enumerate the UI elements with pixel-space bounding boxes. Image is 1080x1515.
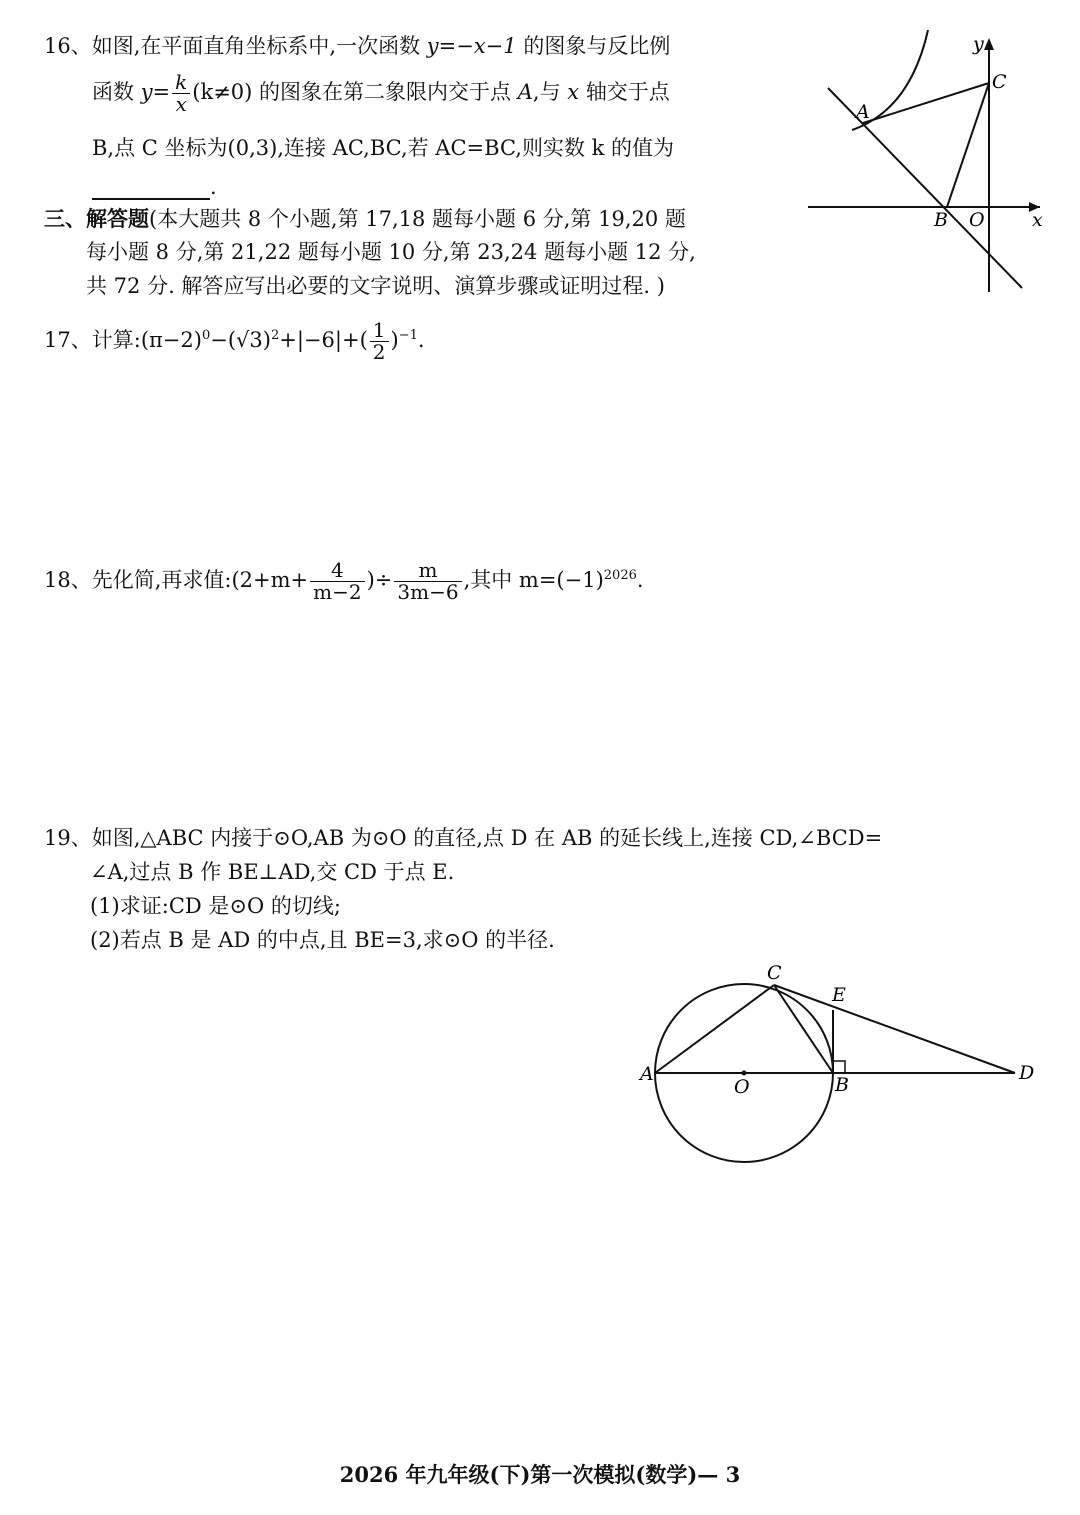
q18-frac2-den: 3m−6 xyxy=(397,580,459,604)
q16-label-x: x xyxy=(1032,209,1043,231)
q16-y-arrow-icon xyxy=(984,38,994,50)
q16-text-2b: 的图象在第二象限内交于点 xyxy=(259,80,512,104)
section3-line2: 每小题 8 分,第 21,22 题每小题 10 分,第 23,24 题每小题 12 分, xyxy=(86,240,696,264)
q16-line2 xyxy=(92,72,670,115)
q16-linear-function: y=−x−1 xyxy=(426,34,517,58)
section3-line3: 共 72 分. 解答应写出必要的文字说明、演算步骤或证明过程. ) xyxy=(86,274,665,298)
q16-line3: B,点 C 坐标为(0,3),连接 AC,BC,若 AC=BC,则实数 k 的值为 xyxy=(92,136,675,160)
q16-segment-BC xyxy=(947,83,989,207)
q17-exp-neg1: −1 xyxy=(398,328,418,343)
q18-period: . xyxy=(636,568,644,592)
q17-expr-d: ) xyxy=(390,328,399,352)
q16-text-1a: 如图,在平面直角坐标系中,一次函数 xyxy=(91,34,421,58)
q18-fraction-2 xyxy=(394,560,461,603)
q19-figure xyxy=(630,955,1050,1170)
q16-text-1b: 的图象与反比例 xyxy=(523,34,671,58)
q19-label-C: C xyxy=(767,962,782,984)
q19-line2: ∠A,过点 B 作 BE⊥AD,交 CD 于点 E. xyxy=(90,860,455,884)
q16-frac-num: k xyxy=(172,72,190,94)
q19-segment-BC xyxy=(774,985,833,1073)
q16-label-y: y xyxy=(973,33,984,55)
q19-label-A: A xyxy=(640,1063,654,1085)
q19-segment-AC xyxy=(655,985,774,1073)
q19-label-D: D xyxy=(1019,1062,1035,1084)
q19-line1 xyxy=(44,826,882,851)
q19-label-B: B xyxy=(835,1074,849,1096)
q19-part2: (2)若点 B 是 AD 的中点,且 BE=3,求⊙O 的半径. xyxy=(90,928,555,952)
q19-text-1: 如图,△ABC 内接于⊙O,AB 为⊙O 的直径,点 D 在 AB 的延长线上,连接 CD,∠BCD= xyxy=(91,826,883,850)
q16-text-2c: ,与 xyxy=(532,80,561,104)
q18-number: 18、 xyxy=(44,568,92,592)
q18-exponent: 2026 xyxy=(603,568,637,583)
q19-right-angle-mark xyxy=(833,1061,845,1073)
q18-fraction-1 xyxy=(310,560,364,603)
q16-line4 xyxy=(92,175,217,200)
q18-lead: 先化简,再求值:(2+m+ xyxy=(91,568,309,592)
q16-label-C: C xyxy=(992,71,1007,93)
q18-divide: )÷ xyxy=(366,568,393,592)
q16-period: . xyxy=(210,175,217,199)
q16-line1 xyxy=(44,34,670,59)
q17-number: 17、 xyxy=(44,328,92,352)
section3-line1 xyxy=(44,206,686,232)
q16-label-B: B xyxy=(934,209,948,231)
q16-x-axis-var: x xyxy=(567,80,580,104)
q17-expr-c: +|−6|+( xyxy=(279,328,368,352)
q18-frac2-num: m xyxy=(394,560,461,582)
q17-lead: 计算: xyxy=(91,328,141,352)
section3-text-1: (本大题共 8 个小题,第 17,18 题每小题 6 分,第 19,20 题 xyxy=(149,207,686,231)
page-footer: 2026 年九年级(下)第一次模拟(数学)— 3 xyxy=(339,1462,741,1487)
q19-segment-CD xyxy=(774,985,1015,1073)
q16-text-2d: 轴交于点 xyxy=(585,80,670,104)
q19-part1: (1)求证:CD 是⊙O 的切线; xyxy=(90,894,341,918)
q16-frac-den: x xyxy=(175,92,187,116)
q16-text-2a: 函数 xyxy=(92,80,134,104)
q17-line xyxy=(44,320,425,363)
q17-frac-num: 1 xyxy=(370,320,389,342)
q16-answer-blank[interactable] xyxy=(92,176,210,200)
q18-line xyxy=(44,560,644,603)
section3-title: 三、解答题 xyxy=(44,206,149,231)
q18-frac1-den: m−2 xyxy=(313,580,362,604)
q16-fraction xyxy=(172,72,190,115)
q17-expr-a: (π−2) xyxy=(140,328,202,352)
q17-expr-b: −(√3) xyxy=(210,328,271,352)
q16-figure xyxy=(800,30,1060,295)
q17-exp-0: 0 xyxy=(201,328,211,343)
q19-center-dot xyxy=(742,1071,747,1076)
q17-exp-2: 2 xyxy=(270,328,280,343)
q16-condition: (k≠0) xyxy=(192,80,253,104)
q19-label-E: E xyxy=(832,984,846,1006)
q17-period: . xyxy=(417,328,425,352)
q17-frac-den: 2 xyxy=(372,340,386,364)
q16-number: 16、 xyxy=(44,34,92,58)
q16-segment-AC xyxy=(863,83,989,123)
q17-fraction xyxy=(370,320,389,363)
q16-point-A: A xyxy=(517,80,533,104)
q19-number: 19、 xyxy=(44,826,92,850)
q19-label-O: O xyxy=(734,1076,750,1098)
q16-label-O: O xyxy=(969,209,985,231)
q16-label-A: A xyxy=(856,101,870,123)
q18-frac1-num: 4 xyxy=(310,560,364,582)
q18-tail: ,其中 m=(−1) xyxy=(463,568,604,592)
q16-y-equals: y= xyxy=(140,80,171,104)
